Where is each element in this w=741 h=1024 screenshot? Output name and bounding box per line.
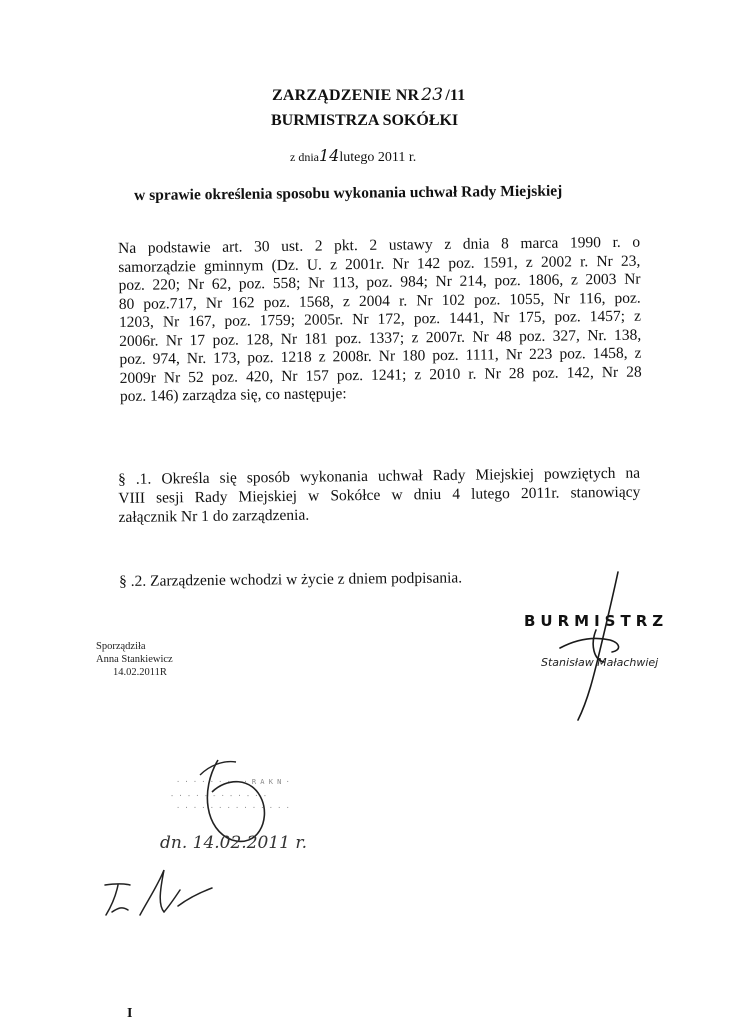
paragraph-line: 80 poz.717, Nr 162 poz. 1568, z 2004 r. Nr 102 poz. 1055, Nr 116, poz. xyxy=(118,289,641,313)
svg-text:- · - · - - · - · - · -: - · - · - - · - · - · - xyxy=(170,792,267,800)
prepared-by-note xyxy=(96,640,173,679)
section-line: VIII sesji Rady Miejskiej w Sokółce w dniu 4 lutego 2011r. stanowiący xyxy=(118,483,641,507)
title-prefix: ZARZĄDZENIE NR xyxy=(272,87,420,104)
paragraph-line: poz. 220; Nr 62, poz. 558; Nr 113, poz. 984; Nr 214, poz. 1806, z 2003 Nr xyxy=(118,270,641,294)
paragraph-line: 1203, Nr 167, poz. 1759; 2005r. Nr 172, poz. 1441, Nr 175, poz. 1457; z xyxy=(118,307,642,331)
paragraph-line: 2006r. Nr 17 poz. 128, Nr 181 poz. 1337; z 2007r. Nr 48 poz. 327, Nr. 138, xyxy=(119,326,642,350)
paragraph-line: poz. 974, Nr. 173, poz. 1218 z 2008r. Nr 180 poz. 1111, Nr 223 poz. 1458, z xyxy=(119,344,642,368)
approval-stamp xyxy=(170,760,290,841)
title-suffix: /11 xyxy=(445,87,466,104)
section-2: § .2. Zarządzenie wchodzi w życie z dniem podpisania. xyxy=(119,569,463,590)
handwritten-date: dn. 14.02.2011 r. xyxy=(160,833,308,853)
signature-title: BURMISTRZ xyxy=(524,612,669,630)
page-mark: I xyxy=(127,1006,133,1021)
document-title xyxy=(272,85,466,105)
legal-basis-paragraph xyxy=(118,234,642,407)
signature-name: Stanisław Małachwiej xyxy=(541,656,659,669)
svg-text:· · · · · · · · · R A K N ·: · · · · · · · · · R A K N · xyxy=(176,778,290,786)
section-line: § .1. Określa się sposób wykonania uchwał Rady Miejskiej powziętych na xyxy=(118,464,641,488)
prepared-by-date: 14.02.2011R xyxy=(113,667,167,678)
initials-signature xyxy=(105,870,212,915)
handwritten-day: 14 xyxy=(319,146,340,165)
date-prefix: z dnia xyxy=(290,150,319,164)
issuer-title: BURMISTRZA SOKÓŁKI xyxy=(271,112,459,129)
paragraph-line: samorządzie gminnym (Dz. U. z 2001r. Nr 142 poz. 1591, z 2002 r. Nr 23, xyxy=(118,252,641,276)
prepared-by-label: Sporządziła xyxy=(96,641,146,652)
handwritten-number: 23 xyxy=(421,85,444,105)
prepared-by-name: Anna Stankiewicz xyxy=(96,654,173,665)
paragraph-line: Na podstawie art. 30 ust. 2 pkt. 2 ustawy z dnia 8 marca 1990 r. o xyxy=(118,233,641,257)
section-1 xyxy=(118,464,641,527)
section-line: załącznik Nr 1 do zarządzenia. xyxy=(118,506,310,526)
paragraph-line: poz. 146) zarządza się, co następuje: xyxy=(119,385,347,405)
document-subject: w sprawie określenia sposobu wykonania uchwał Rady Miejskiej xyxy=(134,182,563,204)
date-rest: lutego 2011 r. xyxy=(339,150,417,165)
svg-text:· · · · · · · · · · · · · ·: · · · · · · · · · · · · · · xyxy=(176,804,290,812)
document-date xyxy=(290,146,416,166)
mayor-signature xyxy=(560,572,619,720)
paragraph-line: 2009r Nr 52 poz. 420, Nr 157 poz. 1241; z 2010 r. Nr 28 poz. 142, Nr 28 xyxy=(119,363,642,387)
